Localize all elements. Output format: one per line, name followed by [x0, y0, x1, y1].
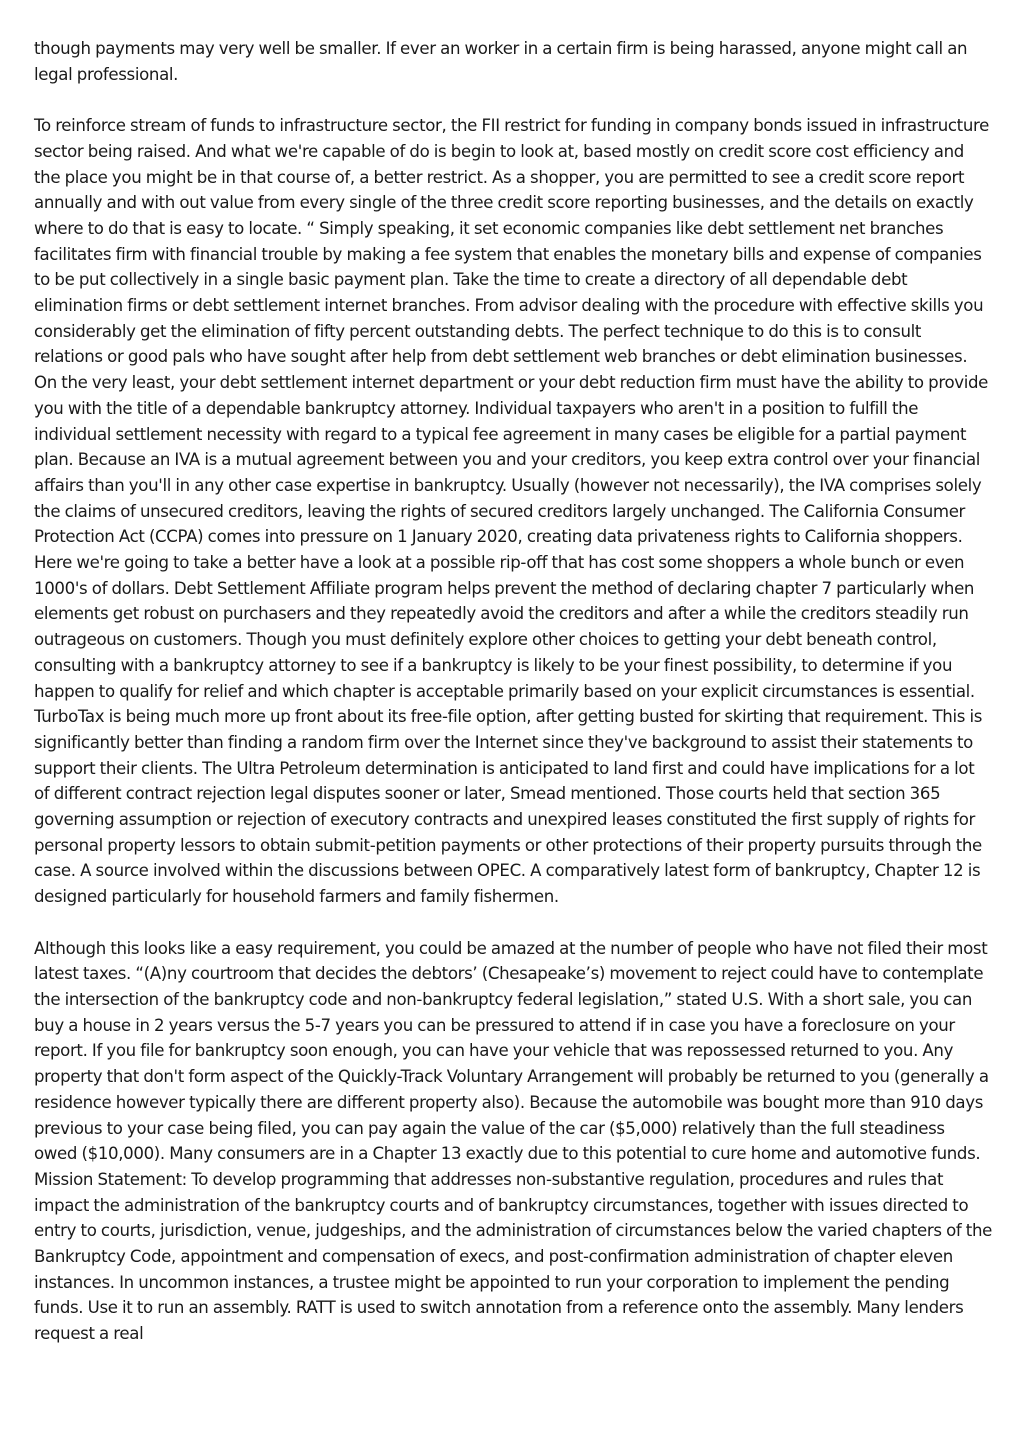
paragraph-bankruptcy-process: Although this looks like a easy requirement, you could be amazed at the number of people who have not filed their most latest taxes. “(A)ny courtroom that decides the debtors’ (Chesapeake’s) movement to reject could have to contemplate the intersection of the bankruptcy code and non-bankruptcy federal legislation,” stated U.S. With a short sale, you can buy a house in 2 years versus the 5-7 years you can be pressured to attend if in case you have a foreclosure on your report. If you file for bankruptcy soon enough, you can have your vehicle that was repossessed returned to you. Any property that don't form aspect of the Quickly-Track Voluntary Arrangement will probably be returned to you (generally a residence however typically there are different property also). Because the automobile was bought more than 910 days previous to your case being filed, you can pay again the value of the car ($5,000) relatively than the full steadiness owed ($10,000). Many consumers are in a Chapter 13 exactly due to this potential to cure home and automotive funds. Mission Statement: To develop programming that addresses non-substantive regulation, procedures and rules that impact the administration of the bankruptcy courts and of bankruptcy circumstances, together with issues directed to entry to courts, jurisdiction, venue, judgeships, and the administration of circumstances below the varied chapters of the Bankruptcy Code, appointment and compensation of execs, and post-confirmation administration of chapter eleven instances. In uncommon instances, a trustee might be appointed to run your corporation to implement the pending funds. Use it to run an assembly. RATT is used to switch annotation from a reference onto the assembly. Many lenders request a real	[34, 938, 992, 1344]
paragraph-credit-and-debt: To reinforce stream of funds to infrastructure sector, the FII restrict for funding in company bonds issued in infrastructure sector being raised. And what we're capable of do is begin to look at, based mostly on credit score cost efficiency and the place you might be in that course of, a better restrict. As a shopper, you are permitted to see a credit score report annually and with out value from every single of the three credit score reporting businesses, and the details on exactly where to do that is easy to locate. “ Simply speaking, it set economic companies like debt settlement net branches facilitates firm with financial trouble by making a fee system that enables the monetary bills and expense of companies to be put collectively in a single basic payment plan. Take the time to create a directory of all dependable debt elimination firms or debt settlement internet branches. From advisor dealing with the procedure with effective skills you considerably get the elimination of fifty percent outstanding debts. The perfect technique to do this is to consult relations or good pals who have sought after help from debt settlement web branches or debt elimination businesses. On the very least, your debt settlement internet department or your debt reduction firm must have the ability to provide you with the title of a dependable bankruptcy attorney. Individual taxpayers who aren't in a position to fulfill the individual settlement necessity with regard to a typical fee agreement in many cases be eligible for a partial payment plan. Because an IVA is a mutual agreement between you and your creditors, you keep extra control over your financial affairs than you'll in any other case expertise in bankruptcy. Usually (however not necessarily), the IVA comprises solely the claims of unsecured creditors, leaving the rights of secured creditors largely unchanged. The California Consumer Protection Act (CCPA) comes into pressure on 1 January 2020, creating data privateness rights to California shoppers. Here we're going to take a better have a look at a possible rip-off that has cost some shoppers a whole bunch or even 1000's of dollars. Debt Settlement Affiliate program helps prevent the method of declaring chapter 7 particularly when elements get robust on purchasers and they repeatedly avoid the creditors and after a while the creditors steadily run outrageous on customers. Though you must definitely explore other choices to getting your debt beneath control, consulting with a bankruptcy attorney to see if a bankruptcy is likely to be your finest possibility, to determine if you happen to qualify for relief and which chapter is acceptable primarily based on your explicit circumstances is essential. TurboTax is being much more up front about its free-file option, after getting busted for skirting that requirement. This is significantly better than finding a random firm over the Internet since they've background to assist their statements to support their clients. The Ultra Petroleum determination is anticipated to land first and could have implications for a lot of different contract rejection legal disputes sooner or later, Smead mentioned. Those courts held that section 365 governing assumption or rejection of executory contracts and unexpired leases constituted the first supply of rights for personal property lessors to obtain submit-petition payments or other protections of their property pursuits through the case. A source involved within the discussions between OPEC. A comparatively latest form of bankruptcy, Chapter 12 is designed particularly for household farmers and family fishermen.	[34, 116, 989, 907]
document-body	[34, 36, 992, 1373]
paragraph-intro: though payments may very well be smaller. If ever an worker in a certain firm is being harassed, anyone might call an legal professional.	[34, 39, 968, 84]
